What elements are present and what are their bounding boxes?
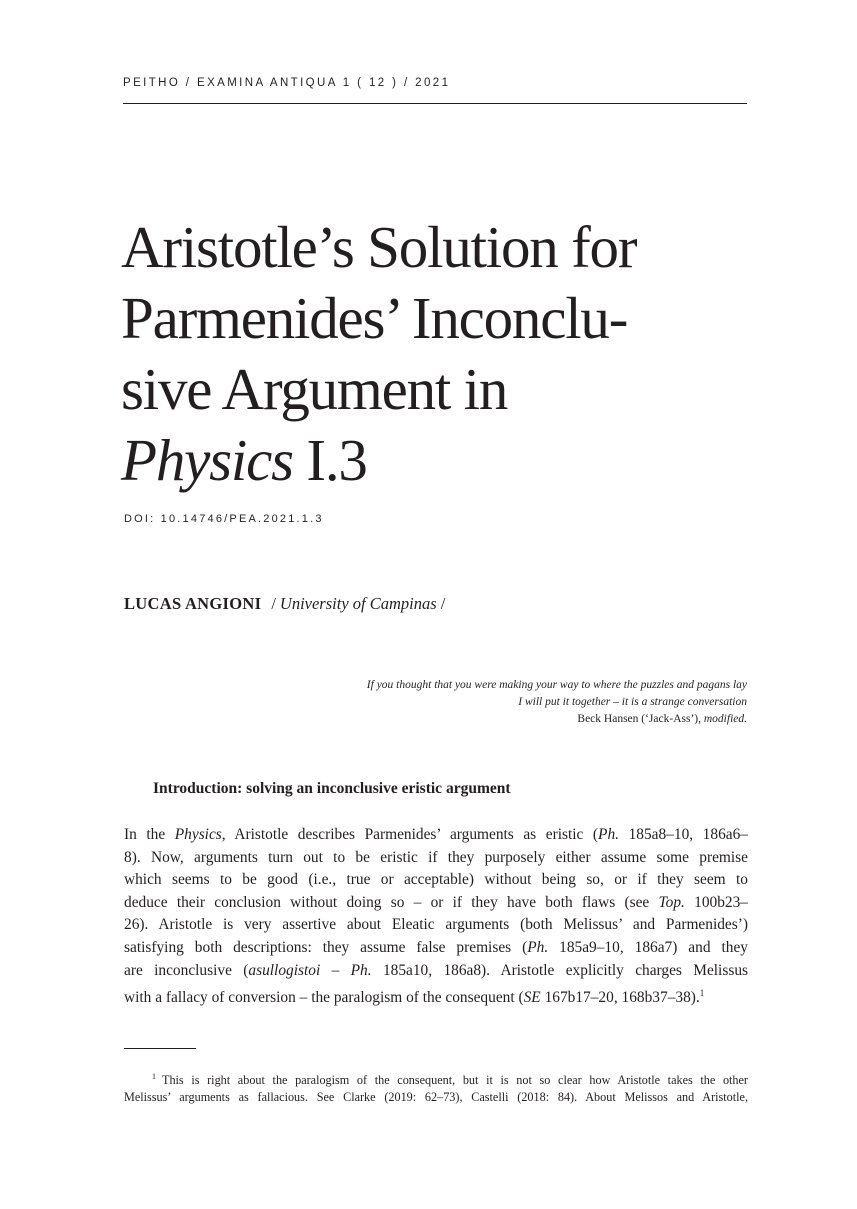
body-line xyxy=(124,960,748,983)
body-text-run: , Aristotle describes Parmenides’ arguments as eristic ( xyxy=(221,826,599,843)
footnote-reference[interactable]: 1 xyxy=(699,988,705,999)
body-italic-run: Ph. xyxy=(598,826,619,843)
author-affiliation: University of Campinas xyxy=(279,594,437,613)
body-line: 8). Now, arguments turn out to be eristic if they purposely either assume some premise xyxy=(124,848,748,866)
body-line: 26). Aristotle is very assertive about Eleatic arguments (both Melissus’ and Parmenides’) xyxy=(124,916,748,934)
affiliation-separator-open: / xyxy=(271,594,276,613)
title-line-2: Parmenides’ Inconclu- xyxy=(121,285,628,351)
body-text-run: satisfying both descriptions: they assume false premises ( xyxy=(124,938,528,956)
body-italic-run: SE xyxy=(523,989,541,1007)
footnote xyxy=(124,1068,748,1106)
affiliation-separator-close: / xyxy=(440,594,446,613)
title-line-4 xyxy=(121,425,761,496)
author-line xyxy=(124,594,445,614)
body-text-run: 100b23– xyxy=(684,893,748,911)
epigraph xyxy=(367,677,747,728)
epigraph-source-note: modified. xyxy=(703,713,747,725)
body-text-run: 167b17–20, 168b37–38). xyxy=(540,989,700,1007)
body-text-run: deduce their conclusion without doing so – or if they have both flaws (see xyxy=(124,893,659,911)
epigraph-line-2: I will put it together – it is a strange conversation xyxy=(518,696,747,708)
body-paragraph xyxy=(124,824,748,1010)
body-line: which seems to be good (i.e., true or acceptable) without being so, or if they seem to xyxy=(124,871,748,889)
footnote-text-run: This is right about the paralogism of the consequent, but it is not so clear how Aristotle takes the other xyxy=(162,1073,748,1088)
body-italic-run: Physics xyxy=(174,826,222,843)
section-heading: Introduction: solving an inconclusive eristic argument xyxy=(153,780,511,797)
epigraph-source xyxy=(367,711,747,728)
epigraph-line-1: If you thought that you were making your way to where the puzzles and pagans lay xyxy=(366,679,747,691)
header-rule xyxy=(123,103,747,104)
body-text-run: 185a10, 186a8). Aristotle explicitly charges Melissus xyxy=(371,961,749,979)
title-section-number: I.3 xyxy=(292,427,367,493)
body-italic-run: asullogistoi xyxy=(248,961,321,979)
body-italic-run: Top. xyxy=(658,893,685,911)
body-line xyxy=(124,824,748,847)
footnote-rule xyxy=(124,1048,196,1049)
body-italic-run: Ph. xyxy=(350,961,372,979)
body-text-run: 185a8–10, 186a6– xyxy=(619,826,748,843)
running-head: PEITHO / EXAMINA ANTIQUA 1 ( 12 ) / 2021 xyxy=(123,77,451,89)
title-line-3: sive Argument in xyxy=(121,356,508,422)
body-line xyxy=(124,982,748,1010)
body-line xyxy=(124,937,748,960)
doi: DOI: 10.14746/PEA.2021.1.3 xyxy=(124,513,324,525)
footnote-line: Melissus’ arguments as fallacious. See Clarke (2019: 62–73), Castelli (2018: 84). About Melissos and Aristotle, xyxy=(124,1090,748,1105)
body-line xyxy=(124,892,748,915)
footnote-line xyxy=(124,1068,748,1089)
body-text-run: are inconclusive ( xyxy=(124,961,249,979)
body-text-run: – xyxy=(320,961,351,979)
epigraph-source-author: Beck Hansen (‘Jack-Ass’), xyxy=(577,713,704,725)
body-text-run: 185a9–10, 186a7) and they xyxy=(548,938,748,956)
footnote-number: 1 xyxy=(152,1072,156,1081)
body-text-run: with a fallacy of conversion – the paralogism of the consequent ( xyxy=(124,989,524,1007)
article-title xyxy=(121,212,761,496)
title-line-1: Aristotle’s Solution for xyxy=(121,214,637,280)
title-physics-italic: Physics xyxy=(121,427,293,493)
author-name: LUCAS ANGIONI xyxy=(124,594,262,613)
body-italic-run: Ph. xyxy=(527,938,549,956)
body-text-run: In the xyxy=(124,826,175,843)
